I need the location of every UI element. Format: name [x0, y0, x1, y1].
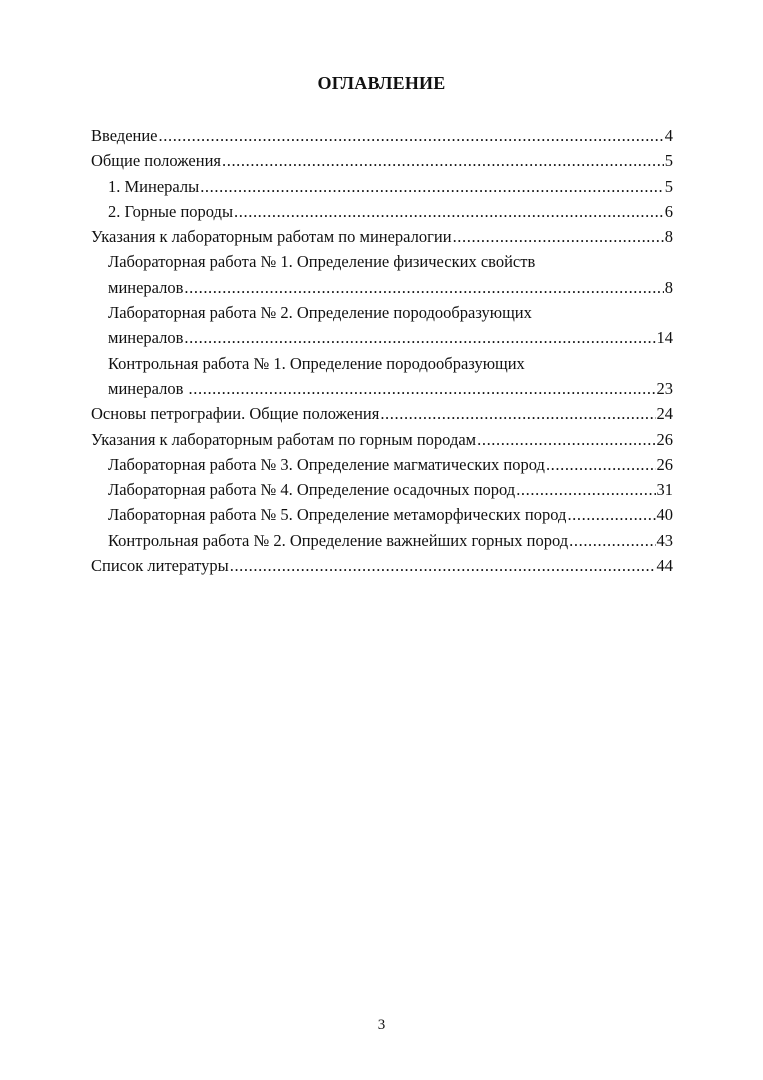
toc-entry-title: Лабораторная работа № 3. Определение магматических пород — [108, 454, 545, 474]
toc-entry-page: 8 — [664, 277, 673, 297]
toc-entry-title: 2. Горные породы — [108, 201, 234, 221]
toc-entry-title: Указания к лабораторным работам по горным породам — [91, 429, 477, 449]
toc-entry-page: 6 — [664, 201, 673, 221]
toc-entry[interactable] — [91, 452, 673, 477]
toc-entry-title: Общие положения — [91, 151, 221, 171]
toc-entry-title: Контрольная работа № 2. Определение важнейших горных пород — [108, 530, 569, 550]
toc-entry[interactable] — [91, 174, 673, 199]
page-number: 3 — [377, 1017, 386, 1033]
toc-entry-title-line1: Лабораторная работа № 1. Определение физических свойств — [108, 252, 536, 272]
toc-entry-title-line1: Контрольная работа № 1. Определение породообразующих — [108, 353, 525, 373]
toc-entry[interactable] — [91, 477, 673, 502]
toc-entry-title: Лабораторная работа № 5. Определение метаморфических пород — [108, 505, 567, 525]
toc-entry-page: 8 — [664, 227, 673, 247]
toc-entry[interactable] — [91, 300, 673, 351]
toc-entry-page: 4 — [664, 126, 673, 145]
toc-entry-title-line2: минералов — [108, 328, 184, 348]
toc-entry-page: 26 — [656, 429, 673, 449]
toc-entry-title: Основы петрографии. Общие положения — [91, 404, 380, 424]
toc-entry[interactable] — [91, 351, 673, 402]
toc-entry[interactable] — [91, 427, 673, 452]
table-of-contents — [91, 123, 673, 578]
toc-entry-title: Введение — [91, 126, 158, 145]
toc-entry-page: 40 — [656, 505, 673, 525]
toc-entry-title: Список литературы — [91, 556, 229, 576]
toc-entry[interactable] — [91, 224, 673, 249]
toc-entry[interactable] — [91, 401, 673, 426]
toc-entry[interactable] — [91, 199, 673, 224]
toc-entry-page: 14 — [656, 328, 673, 348]
toc-entry-title-line2: минералов — [108, 378, 188, 398]
toc-entry-page: 31 — [656, 480, 673, 500]
toc-entry[interactable] — [91, 553, 673, 578]
toc-entry-page: 23 — [656, 378, 673, 398]
toc-entry-title: Указания к лабораторным работам по минералогии — [91, 227, 452, 247]
toc-entry[interactable] — [91, 148, 673, 173]
toc-entry-page: 44 — [656, 556, 673, 576]
toc-entry-page: 5 — [664, 176, 673, 196]
toc-entry[interactable] — [91, 528, 673, 553]
page-title: ОГЛАВЛЕНИЕ — [317, 73, 446, 93]
toc-entry-title: 1. Минералы — [108, 176, 200, 196]
toc-entry-page: 5 — [664, 151, 673, 171]
toc-entry-page: 26 — [656, 454, 673, 474]
toc-entry[interactable] — [91, 123, 673, 148]
toc-entry-title-line2: минералов — [108, 277, 184, 297]
toc-entry-title-line1: Лабораторная работа № 2. Определение породообразующих — [108, 303, 532, 323]
toc-entry-page: 24 — [656, 404, 673, 424]
toc-entry[interactable] — [91, 502, 673, 527]
toc-entry[interactable] — [91, 249, 673, 300]
toc-entry-page: 43 — [656, 530, 673, 550]
toc-entry-title: Лабораторная работа № 4. Определение осадочных пород — [108, 480, 516, 500]
